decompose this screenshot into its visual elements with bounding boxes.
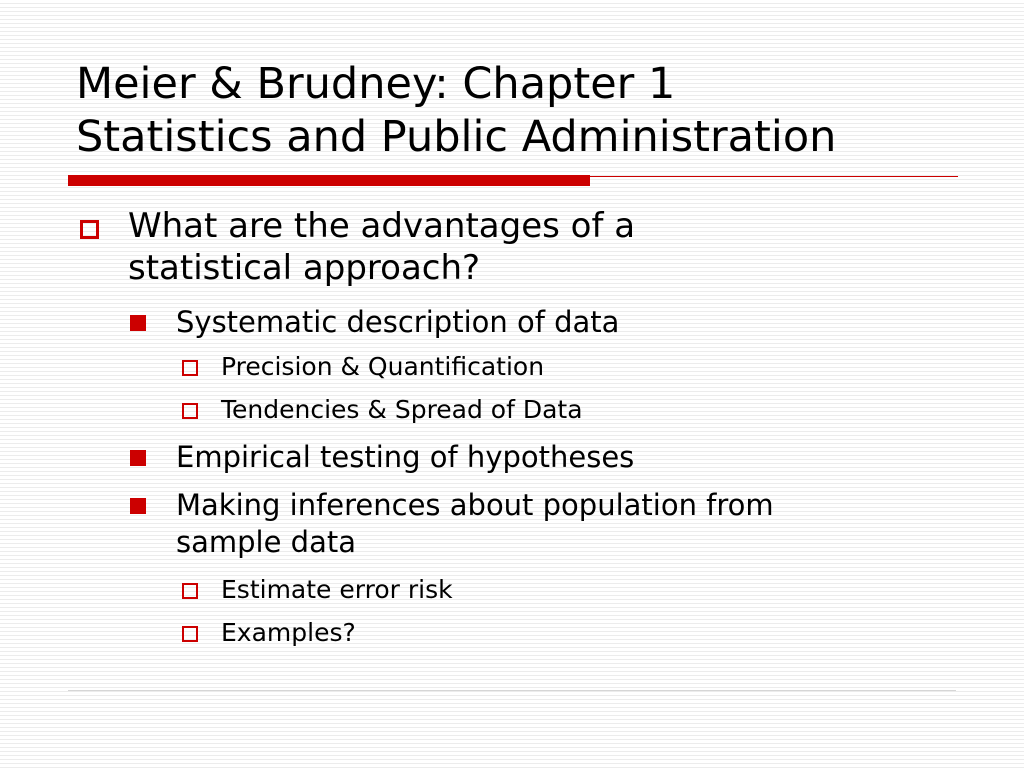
hollow-square-bullet-icon — [182, 403, 198, 419]
hollow-square-bullet-icon — [182, 360, 198, 376]
bullet-text-line: What are the advantages of a — [128, 206, 636, 246]
slide-title-line-2: Statistics and Public Administration — [76, 112, 837, 162]
bullet-text-line: sample data — [176, 525, 356, 559]
filled-square-bullet-icon — [130, 315, 146, 331]
bullet-item-level-3 — [221, 394, 921, 426]
bullet-item-level-2 — [176, 487, 976, 561]
bullet-item-level-3 — [221, 351, 921, 383]
bullet-text-line: Tendencies & Spread of Data — [221, 395, 583, 424]
bullet-item-level-3 — [221, 617, 921, 649]
bullet-text-line: Examples? — [221, 618, 356, 647]
bullet-item-level-2 — [176, 439, 976, 476]
filled-square-bullet-icon — [130, 450, 146, 466]
bullet-text-line: Making inferences about population from — [176, 488, 774, 522]
footer-divider — [68, 690, 956, 691]
bullet-text-line: Precision & Quantification — [221, 352, 545, 381]
filled-square-bullet-icon — [130, 498, 146, 514]
bullet-item-level-3 — [221, 574, 921, 606]
title-underline-thick — [68, 175, 590, 186]
slide-title — [76, 58, 976, 164]
title-underline-thin — [590, 176, 958, 177]
bullet-item-level-1 — [128, 205, 928, 289]
slide-title-line-1: Meier & Brudney: Chapter 1 — [76, 59, 676, 109]
hollow-square-bullet-icon — [80, 220, 99, 239]
hollow-square-bullet-icon — [182, 626, 198, 642]
hollow-square-bullet-icon — [182, 583, 198, 599]
bullet-text-line: Empirical testing of hypotheses — [176, 440, 635, 474]
bullet-text-line: statistical approach? — [128, 248, 481, 288]
bullet-item-level-2 — [176, 304, 976, 341]
bullet-text-line: Systematic description of data — [176, 305, 620, 339]
bullet-text-line: Estimate error risk — [221, 575, 453, 604]
